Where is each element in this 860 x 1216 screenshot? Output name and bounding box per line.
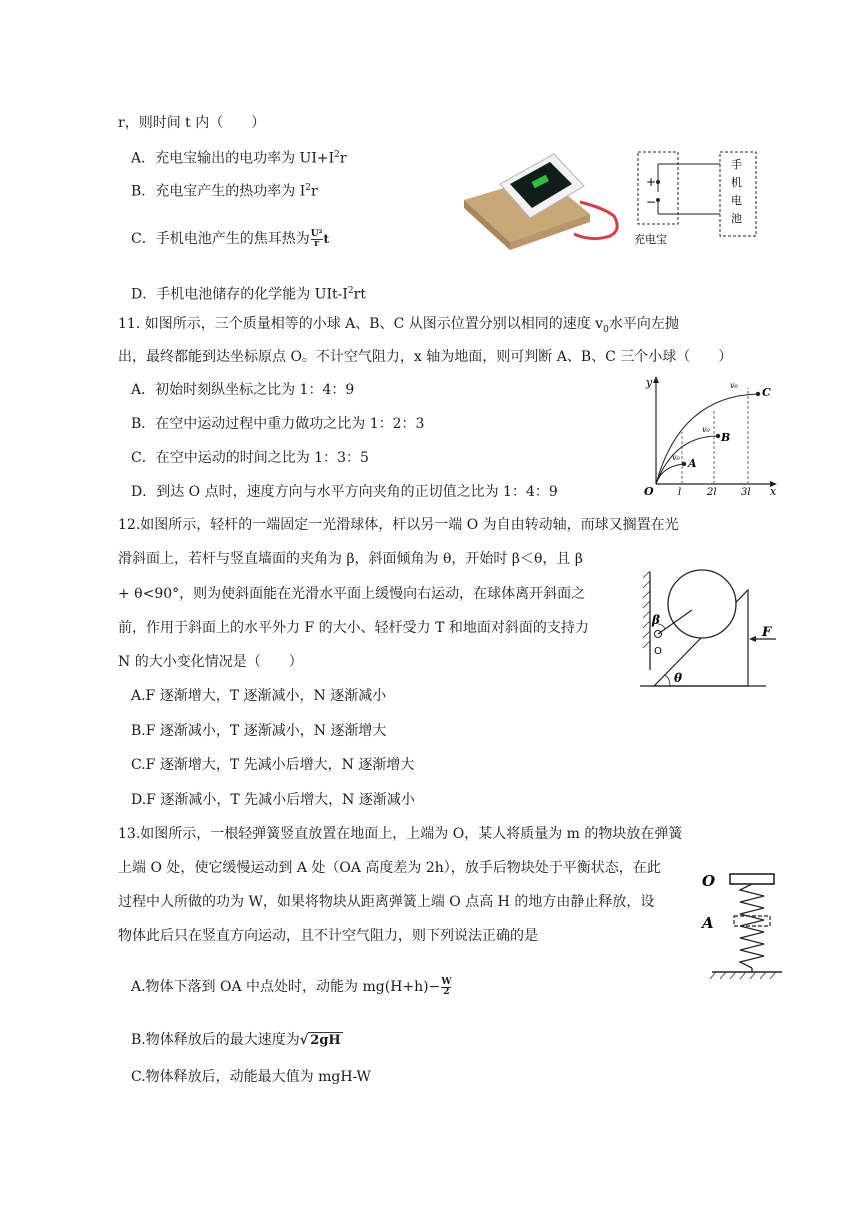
q12-option-d: D.F 逐渐减小，T 先减小后增大，N 逐渐减小	[131, 792, 415, 808]
q12-option-c: C.F 逐渐增大，T 先减小后增大，N 逐渐增大	[131, 757, 415, 773]
battery-label-4: 池	[731, 212, 742, 225]
tick-2l: 2l	[707, 487, 717, 496]
q11-option-c: C．在空中运动的时间之比为 1：3：5	[131, 450, 369, 466]
spring-diagram	[700, 866, 790, 984]
q12-stem-line1: 12.如图所示，轻杆的一端固定一光滑球体，杆以另一端 O 为自由转动轴，而球又搁置在光	[118, 517, 679, 533]
q12-stem-line2: 滑斜面上，若杆与竖直墙面的夹角为 β，斜面倾角为 θ，开始时 β＜θ，且 β	[118, 551, 583, 567]
q10-option-d: D．手机电池储存的化学能为 UIt-$I^2rt$	[131, 286, 366, 303]
ball-a-label: A	[688, 457, 697, 470]
tick-l: l	[678, 487, 682, 496]
q13-option-a: A.物体下落到 OA 中点处时，动能为 mg(H+h)− $\frac{W}{2}$	[131, 976, 452, 997]
charging-circuit-diagram	[630, 148, 764, 246]
q13-stem-line3: 过程中人所做的功为 W，如果将物块从距离弹簧上端 O 点高 H 的地方由静止释放，设	[118, 894, 655, 910]
q11-option-d: D．到达 O 点时，速度方向与水平方向夹角的正切值之比为 1：4：9	[131, 484, 558, 500]
q10-option-c: C．手机电池产生的焦耳热为 $\frac{\text{U²}}{r}$ t	[131, 228, 330, 249]
theta-label: θ	[674, 671, 683, 685]
tick-3l: 3l	[741, 487, 751, 496]
y-axis-label: y	[646, 376, 653, 389]
q10-fraction: $\frac{\text{U²}}{r}$	[310, 228, 323, 249]
point-o-label: O	[702, 872, 716, 890]
q12-option-b: B.F 逐渐减小，T 逐渐减小，N 逐渐增大	[131, 723, 387, 739]
projectile-graph	[640, 374, 780, 496]
beta-label: β	[652, 613, 660, 627]
q13-stem-line4: 物体此后只在竖直方向运动，且不计空气阻力，则下列说法正确的是	[118, 928, 538, 944]
q12-stem-line3: + θ<90°，则为使斜面能在光滑水平面上缓慢向右运动，在球体离开斜面之	[118, 586, 586, 602]
q12-option-a: A.F 逐渐增大，T 逐渐减小，N 逐渐减小	[131, 688, 387, 704]
q10-stem-tail: r，则时间 t 内（ ）	[118, 115, 266, 131]
v0-label-b: v₀	[702, 425, 710, 434]
q13-option-c: C.物体释放后，动能最大值为 mgH-W	[131, 1069, 371, 1085]
q13-fraction: $\frac{W}{2}$	[441, 976, 452, 997]
q11-option-a: A．初始时刻纵坐标之比为 1：4：9	[131, 382, 355, 398]
q10-option-a: A．充电宝输出的电功率为 $UI+I^2r$	[131, 150, 347, 167]
battery-label-1: 手	[731, 158, 742, 171]
incline-sphere-diagram	[640, 566, 780, 692]
point-a-label: A	[702, 914, 714, 932]
ball-c-label: C	[762, 386, 771, 399]
q12-stem-line4: 前，作用于斜面上的水平外力 F 的大小、轻杆受力 T 和地面对斜面的支持力	[118, 620, 589, 636]
force-f-label: F	[762, 625, 772, 640]
power-bank-label: 充电宝	[634, 233, 667, 246]
v0-label-a: v₀	[672, 453, 680, 462]
q13-option-b: B.物体释放后的最大速度为√ 2gH	[131, 1032, 341, 1048]
pivot-o-label: O	[654, 646, 662, 657]
q13-stem-line1: 13.如图所示，一根轻弹簧竖直放置在地面上，上端为 O，某人将质量为 m 的物块放在弹簧	[118, 826, 683, 842]
plus-terminal: +	[646, 175, 657, 189]
power-bank-photo	[462, 146, 628, 256]
q10-option-b: B．充电宝产生的热功率为 $I^2r$	[131, 183, 318, 200]
q11-option-b: B．在空中运动过程中重力做功之比为 1：2：3	[131, 416, 425, 432]
ball-b-label: B	[721, 431, 731, 444]
battery-label-3: 电	[731, 194, 742, 207]
q11-stem-line1: 11. 如图所示，三个质量相等的小球 A、B、C 从图示位置分别以相同的速度 $v_0$水平向左抛	[118, 316, 679, 335]
q13-stem-line2: 上端 O 处，使它缓慢运动到 A 处（OA 高度差为 2h），放手后物块处于平衡状态，在此	[118, 860, 661, 876]
v0-label-c: v₀	[730, 381, 738, 390]
battery-label-2: 机	[731, 176, 742, 189]
x-axis-label: x	[770, 485, 777, 496]
sqrt-expression: √ 2gH	[299, 1033, 341, 1048]
minus-terminal: −	[646, 195, 657, 209]
q12-stem-line5: N 的大小变化情况是（ ）	[118, 654, 303, 670]
origin-label: O	[644, 485, 654, 496]
q11-stem-line2: 出，最终都能到达坐标原点 O。不计空气阻力，x 轴为地面，则可判断 A、B、C 三个小球（ ）	[118, 349, 733, 365]
